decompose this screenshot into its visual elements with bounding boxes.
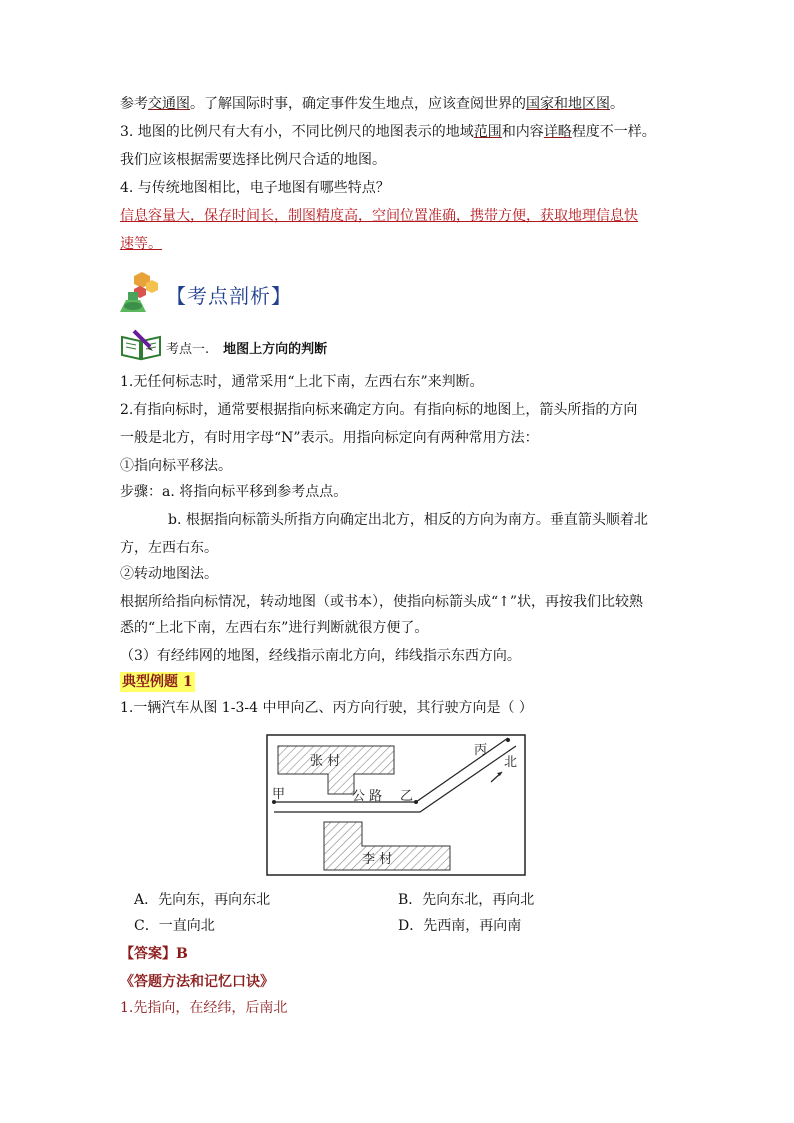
option-d[interactable]: D．先西南，再向南 [398, 918, 522, 934]
intro-answer-line-2: 速等。 [120, 236, 162, 252]
label-village-zhang: 张 村 [310, 754, 341, 769]
l1-segment: 交通图 [148, 96, 190, 112]
subsection-label: 考点一. [166, 341, 210, 357]
l1-segment: 国家和地区图 [526, 96, 610, 112]
subsection-title: 地图上方向的判断 [223, 341, 328, 357]
body-paragraph-2b: 一般是北方，有时用字母“N”表示。用指向标定向有两种常用方法： [120, 430, 539, 446]
chemistry-flask-icon [120, 270, 162, 318]
l2-segment: 程度不一样。 [571, 124, 656, 140]
point-yi [414, 800, 418, 804]
method-line-1: 1.先指向，在经纬，后南北 [120, 1000, 288, 1016]
option-c[interactable]: C．一直向北 [134, 918, 215, 934]
step-a: 步骤：a. 将指向标平移到参考点点。 [120, 484, 348, 500]
l1-segment: 。了解国际时事，确定事件发生地点，应该查阅世界的 [190, 96, 526, 112]
method-1-title: ①指向标平移法。 [120, 458, 232, 474]
intro-line-2 [120, 122, 656, 142]
l2-segment: 详略 [543, 124, 572, 140]
label-bing: 丙 [474, 743, 488, 758]
label-road: 公 路 [352, 789, 383, 804]
intro-line-1 [120, 94, 624, 114]
body-paragraph-3a: 根据所给指向标情况，转动地图（或书本），使指向标箭头成“↑”状，再按我们比较熟 [120, 594, 644, 610]
l2-segment: 3. 地图的比例尺有大有小，不同比例尺的地图表示的地域 [120, 124, 474, 140]
option-b[interactable]: B．先向东北，再向北 [398, 892, 535, 908]
body-paragraph-4: （3）有经纬网的地图，经线指示南北方向，纬线指示东西方向。 [120, 648, 521, 664]
intro-question-4: 4. 与传统地图相比，电子地图有哪些特点？ [120, 180, 390, 196]
body-paragraph-1: 1.无任何标志时，通常采用“上北下南，左西右东”来判断。 [120, 374, 484, 390]
method-title: 《答题方法和记忆口诀》 [120, 974, 274, 990]
label-village-li: 李 村 [362, 852, 393, 867]
body-paragraph-2a: 2.有指向标时，通常要根据指向标来确定方向。有指向标的地图上，箭头所指的方向 [120, 402, 638, 418]
intro-answer-line-1: 信息容量大，保存时间长，制图精度高，空间位置准确，携带方便，获取地理信息快 [120, 208, 638, 224]
step-b: b. 根据指向标箭头所指方向确定出北方，相反的方向为南方。垂直箭头顺着北 [168, 512, 648, 528]
l1-segment: 参考 [120, 96, 148, 112]
l2-segment: 和内容 [501, 124, 544, 140]
example-heading: 典型例题 1 [122, 674, 193, 690]
label-yi: 乙 [400, 789, 414, 804]
l1-segment: 。 [610, 96, 624, 112]
intro-line-3: 我们应该根据需要选择比例尺合适的地图。 [120, 152, 386, 168]
label-north: 北 [504, 755, 518, 770]
answer: 【答案】B [120, 946, 188, 962]
body-paragraph-3b: 悉的“上北下南，左西右东”进行判断就很方便了。 [120, 620, 429, 636]
point-bing [506, 738, 510, 742]
example-question: 1.一辆汽车从图 1-3-4 中甲向乙、丙方向行驶，其行驶方向是（ ） [120, 700, 533, 716]
step-b-cont: 方，左西右东。 [120, 540, 218, 556]
l2-segment: 范围 [473, 124, 502, 140]
option-a[interactable]: A．先向东，再向东北 [134, 892, 271, 908]
book-pencil-icon [120, 329, 162, 365]
subsection-header [120, 330, 327, 364]
section-title: 【考点剖析】 [166, 283, 292, 308]
method-2-title: ②转动地图法。 [120, 566, 218, 582]
section-header [120, 272, 292, 316]
label-jia: 甲 [272, 787, 286, 802]
map-figure [266, 734, 526, 876]
